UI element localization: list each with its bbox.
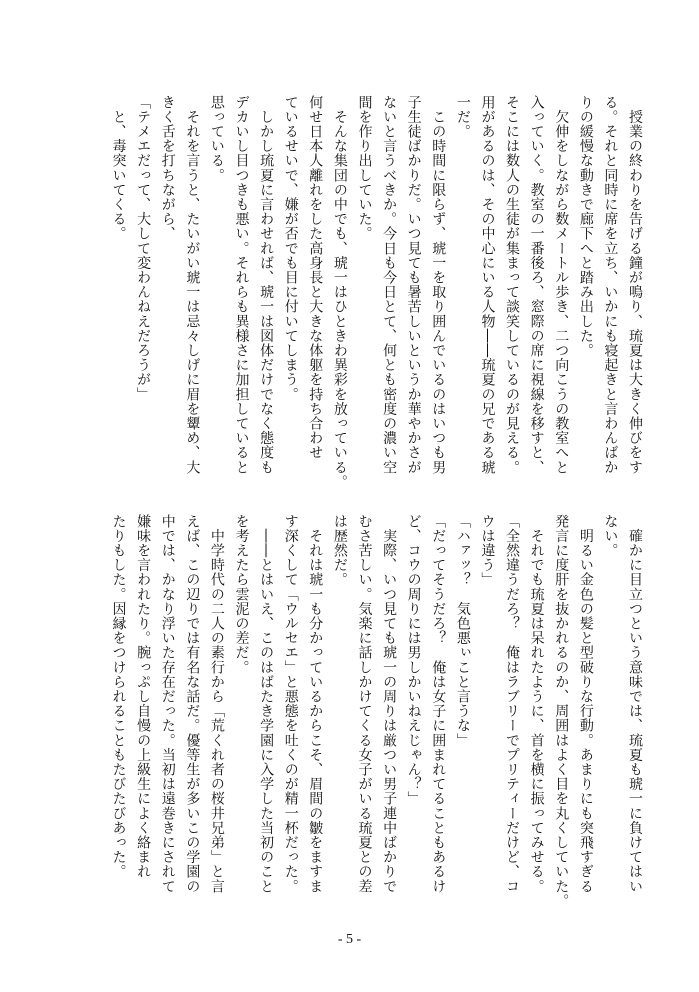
text-line: えば、この辺りでは有名な話だ。優等生が多いこの学園の [184,514,201,894]
text-line: を考えたら雲泥の差だ。 [233,514,250,675]
text-line: ないと言うべきか。今日も今日とて、何とも密度の濃い空 [381,95,398,475]
text-line: 嫌味を言われたり。腕っぷし自慢の上級生によく絡まれ [135,514,152,879]
text-line: ――とはいえ、このはばたき学園に入学した当初のこと [258,514,275,894]
text-line: それを言うと、たいがい琥一は忌々しげに眉を顰め、大 [184,95,201,475]
text-line: そんな集団の中でも、琥一はひときわ異彩を放っている。 [331,95,348,490]
text-line: きく舌を打ちながら、 [159,95,176,241]
text-line: この時間に限らず、琥一を取り囲んでいるのはいつも男 [430,95,447,475]
page-number: - 5 - [337,932,362,947]
text-line: 何せ日本人離れをした高身長と大きな体躯を持ち合わせ [307,95,324,460]
text-line: むさ苦しい。気楽に話しかけてくる女子がいる琉夏との差 [356,514,373,894]
text-line: す深くして「ウルセエ」と悪態を吐くのが精一杯だった。 [282,514,299,894]
text-line: りの緩慢な動きで廊下へと踏み出した。 [577,95,594,358]
text-block-top [106,95,647,490]
text-line: ているせいで、嫌が否でも目に付いてしまう。 [282,95,299,402]
text-line: それでも琉夏は呆れたように、首を横に振ってみせる。 [528,514,545,894]
text-block-bottom [106,514,647,909]
text-line: 確かに目立つという意味では、琉夏も琥一に負けてはい [627,514,643,894]
text-line: 思っている。 [208,95,225,183]
text-line: ど、コウの周りには男しかいねえじゃん？」 [405,514,422,806]
text-line: 実際、いつ見ても琥一の周りは厳つい男子連中ばかりで [381,514,398,894]
text-line: 入っていく。教室の一番後ろ、窓際の席に視線を移すと、 [528,95,545,475]
text-line: る。それと同時に席を立ち、いかにも寝起きと言わんばか [602,95,619,475]
text-line: 「全然違うだろ？ 俺はラブリーでプリティーだけど、コ [504,514,521,894]
text-line: ない。 [602,514,619,558]
text-line: 「テメエだって、大して変わんねえだろうが」 [135,95,152,402]
text-line: 「ハァッ？ 気色悪ぃこと言うな」 [454,514,471,748]
text-line: たりもした。因縁をつけられることもたびたびあった。 [110,514,127,879]
text-line: しかし琉夏に言わせれば、琥一は図体だけでなく態度も [258,95,275,475]
text-line: 欠伸をしながら数メートル歩き、二つ向こうの教室へと [553,95,570,475]
text-line: は歴然だ。 [331,514,348,587]
text-line: そこには数人の生徒が集まって談笑しているのが見える。 [504,95,521,475]
text-line: 中では、かなり浮いた存在だった。当初は遠巻きにされて [159,514,176,894]
text-line: 「だってそうだろ？ 俺は女子に囲まれてることもあるけ [430,514,447,894]
text-line: 中学時代の二人の素行から「荒くれ者の桜井兄弟」と言 [208,514,225,894]
text-line: と、毒突いてくる。 [110,95,127,241]
text-line: デカいし目つきも悪い。それらも異様さに加担していると [233,95,250,475]
text-line: 子生徒ばかりだ。いつ見ても暑苦しいというか華やかさが [405,95,422,475]
text-line: 一だ。 [454,95,471,139]
text-line: 間を作り出していた。 [356,95,373,241]
text-line: 用があるのは、その中心にいる人物――琉夏の兄である琥 [479,95,496,475]
text-line: 明るい金色の髪と型破りな行動。あまりにも突飛すぎる [577,514,594,894]
text-line: 授業の終わりを告げる鐘が鳴り、琉夏は大きく伸びをす [627,95,643,475]
text-line: ウは違う」 [479,514,496,587]
text-line: 発言に度肝を抜かれるのか、周囲はよく目を丸くしていた。 [553,514,570,909]
text-line: それは琥一も分かっているからこそ、眉間の皺をますま [307,514,324,894]
